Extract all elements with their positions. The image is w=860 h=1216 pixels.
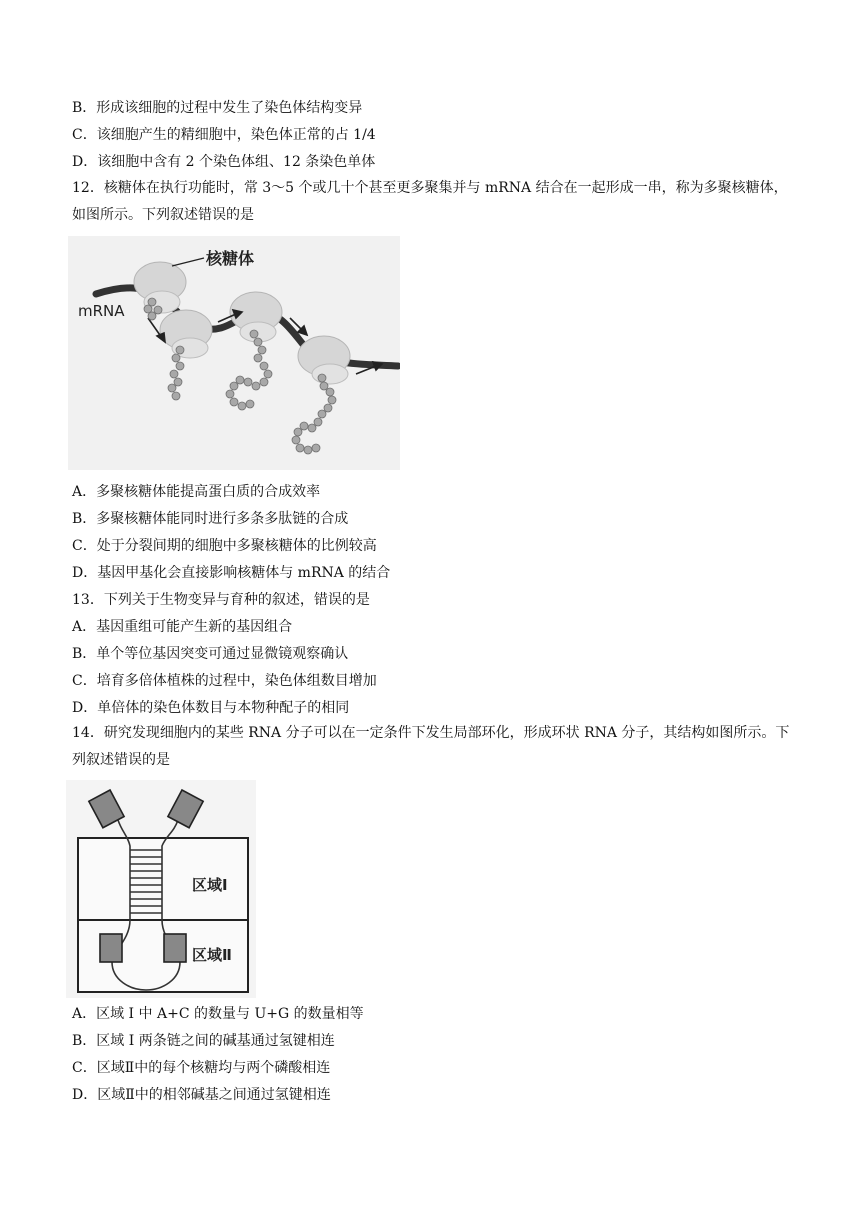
polyribosome-diagram (68, 236, 400, 470)
q11-option-d: D．该细胞中含有 2 个染色体组、12 条染色单体 (72, 154, 376, 170)
polyribosome-figure (68, 236, 400, 470)
q14-option-a: A．区域 I 中 A+C 的数量与 U+G 的数量相等 (72, 1006, 364, 1022)
loop-block-right (164, 934, 186, 962)
q11-option-c: C．该细胞产生的精细胞中，染色体正常的占 1/4 (72, 127, 376, 143)
q14-option-b: B．区域 I 两条链之间的碱基通过氢键相连 (72, 1033, 335, 1049)
ribosome-label: 核糖体 (206, 249, 255, 268)
q13-option-d: D．单倍体的染色体数目与本物种配子的相同 (72, 700, 350, 716)
q14-option-c: C．区域Ⅱ中的每个核糖均与两个磷酸相连 (72, 1060, 331, 1076)
q12-option-a: A．多聚核糖体能提高蛋白质的合成效率 (72, 484, 321, 500)
region-1-label: 区域Ⅰ (192, 876, 228, 894)
q12-option-b: B．多聚核糖体能同时进行多条多肽链的合成 (72, 511, 349, 527)
q14-option-d: D．区域Ⅱ中的相邻碱基之间通过氢键相连 (72, 1087, 331, 1103)
mrna-label: mRNA (78, 302, 125, 320)
q13-option-a: A．基因重组可能产生新的基因组合 (72, 619, 293, 635)
loop-block-left (100, 934, 122, 962)
q12-option-d: D．基因甲基化会直接影响核糖体与 mRNA 的结合 (72, 565, 391, 581)
q12-option-c: C．处于分裂间期的细胞中多聚核糖体的比例较高 (72, 538, 377, 554)
q14-stem: 14．研究发现细胞内的某些 RNA 分子可以在一定条件下发生局部环化，形成环状 RNA 分子，其结构如图所示。下列叙述错误的是 (72, 725, 790, 768)
q11-option-b: B．形成该细胞的过程中发生了染色体结构变异 (72, 100, 363, 116)
q13-option-c: C．培育多倍体植株的过程中，染色体组数目增加 (72, 673, 377, 689)
circular-rna-figure (66, 780, 256, 998)
q12-stem: 12．核糖体在执行功能时，常 3～5 个或几十个甚至更多聚集并与 mRNA 结合在一起形成一串，称为多聚核糖体，如图所示。下列叙述错误的是 (72, 180, 788, 223)
q13-stem: 13．下列关于生物变异与育种的叙述，错误的是 (72, 592, 370, 608)
circular-rna-diagram (66, 780, 256, 998)
region-2-label: 区域Ⅱ (192, 946, 232, 964)
q13-option-b: B．单个等位基因突变可通过显微镜观察确认 (72, 646, 349, 662)
